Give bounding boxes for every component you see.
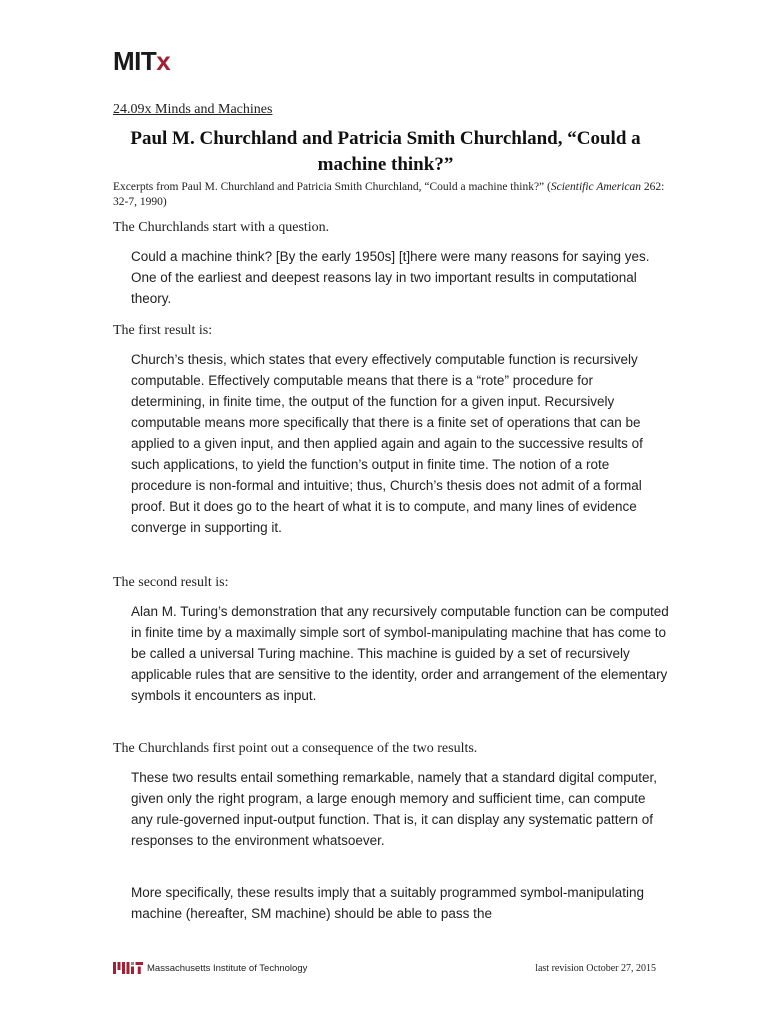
block-quote-3: Alan M. Turing’s demonstration that any recursively computable function can be computed in finite time by a maximally simple sort of symbol-manipulating machine that has come to be called a universal Turing machine. This machine is guided by a set of recursively applicable rules that are sensitive to the identity, order and arrangement of the elementary symbols it encounters as input. — [131, 604, 669, 703]
block-quote-2: Church’s thesis, which states that every effectively computable function is recursively computable. Effectively computable means that there is a “rote” procedure for determining, in finite time, the output of the function for a given input. Recursively computable means more specifically that there is a finite set of operations that can be applied to a given input, and then applied again and again to the successive results of such applications, to yield the function’s output in finite time. The notion of a rote procedure is non-formal and intuitive; thus, Church’s thesis does not admit of a formal proof. But it does go to the heart of what it is to compute, and many lines of evidence converge in supporting it. — [131, 352, 643, 535]
block-quote-1: Could a machine think? [By the early 1950s] [t]here were many reasons for saying yes. One of the earliest and deepest reasons lay in two important results in computational theory. — [131, 249, 650, 306]
excerpt-citation — [113, 180, 673, 210]
first-result-paragraph: The first result is: — [113, 323, 213, 338]
course-link[interactable]: 24.09x Minds and Machines — [113, 102, 273, 117]
mitx-logo — [113, 46, 170, 76]
citation-prefix: Excerpts from Paul M. Churchland and Patricia Smith Churchland, “Could a machine think?” ( — [113, 181, 551, 193]
consequence-paragraph: The Churchlands first point out a consequence of the two results. — [113, 741, 478, 756]
block-quote-5: More specifically, these results imply that a suitably programmed symbol-manipulating machine (hereafter, SM machine) should be able to pass the — [131, 885, 644, 921]
block-quote-4: These two results entail something remarkable, namely that a standard digital computer, given only the right program, a large enough memory and sufficient time, can compute any rule-governed input-output function. That is, it can display any systematic pattern of responses to the environment whatsoever. — [131, 770, 658, 848]
document-title: Paul M. Churchland and Patricia Smith Churchland, “Could a machine think?” — [130, 128, 641, 175]
logo-x-text: x — [156, 46, 171, 76]
second-result-paragraph: The second result is: — [113, 575, 229, 590]
footer-revision: last revision October 27, 2015 — [535, 963, 656, 974]
mit-logo-icon — [113, 962, 143, 974]
citation-journal: Scientific American — [550, 181, 642, 193]
footer-institution: Massachusetts Institute of Technology — [147, 963, 308, 974]
citation-suffix: 262: 32-7, 1990) — [113, 181, 665, 208]
intro-paragraph: The Churchlands start with a question. — [113, 220, 330, 235]
logo-main-text: MIT — [113, 46, 157, 76]
